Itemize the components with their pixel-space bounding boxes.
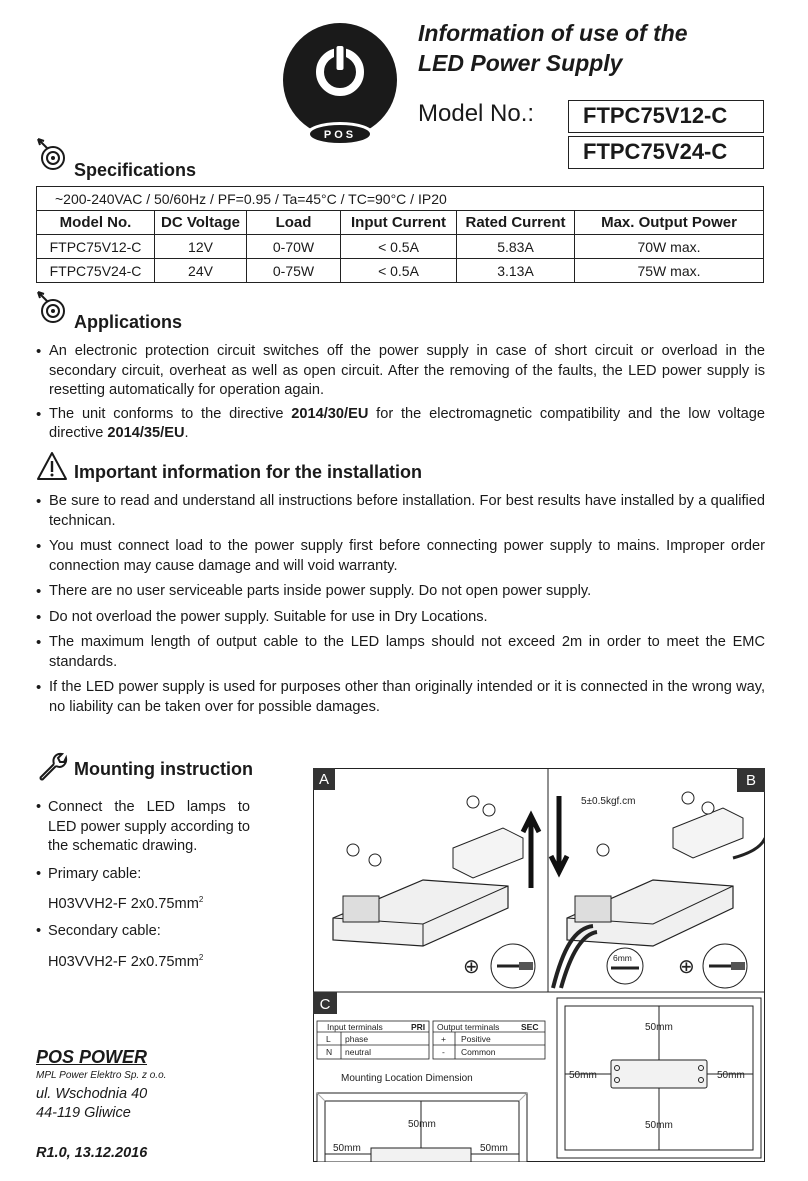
list-item: • If the LED power supply is used for purposes other than originally intended or it is connected in the wrong way, no liability can be taken over for possible damages. [36,678,765,717]
cell: 0-75W [247,259,341,283]
pos-logo [278,22,402,146]
company-name: POS POWER [36,1047,148,1067]
output-terminals-label: Output terminals [437,1022,500,1032]
superscript: 2 [198,952,204,962]
model-box-24v: FTPC75V24-C [568,136,764,169]
directive-emc: 2014/30/EU [291,405,369,422]
spec-header-row [37,211,764,235]
mounting-heading: Mounting instruction [74,759,253,779]
panel-a-label: A [318,771,330,788]
list-item: • Be sure to read and understand all instructions before installation. For best results have installed by a qualified technican. [36,492,765,531]
cell: < 0.5A [341,259,457,283]
text: for the electromagnetic compatibility and the low voltage directive [49,405,765,441]
company-subtitle: MPL Power Elektro Sp. z o.o. [36,1070,167,1081]
revision: R1.0, 13.12.2016 [36,1145,148,1161]
superscript: 2 [198,895,204,904]
spec-note-row [37,187,764,211]
table-row [37,259,764,283]
spec-table [36,186,764,283]
terminal-name: Common [461,1047,496,1057]
dim-bottom-right: 50mm [645,1120,673,1131]
col-rated-current: Rated Current [457,211,575,235]
applications-list [36,342,765,444]
dim-right-right: 50mm [717,1070,745,1081]
mounting-connect: • Connect the LED lamps to LED power supply according to the schematic drawing. [36,798,250,857]
title-line-2: LED Power Supply [418,50,623,76]
target-icon [34,290,68,324]
plus-icon: ⊕ [678,956,695,978]
list-item: • You must connect load to the power supply first before connecting power supply to mains. Improper order connection may cause damage and will void warranty. [36,537,765,576]
list-item: • There are no user serviceable parts inside power supply. Do not open power supply. [36,582,765,602]
model-box-12v: FTPC75V12-C [568,100,764,133]
list-item: • An electronic protection circuit switches off the power supply in case of short circuit or overload in the secondary circuit, overheat as well as open circuit. After the removing of the faults, the LED power supply is resetting automatically for operation again. [36,342,765,401]
terminal-name: Positive [461,1034,491,1044]
plus-icon: ⊕ [463,956,480,978]
page-title [418,18,688,78]
terminal-name: neutral [345,1047,371,1057]
list-item: • Do not overload the power supply. Suitable for use in Dry Locations. [36,608,765,628]
cell: FTPC75V24-C [37,259,155,283]
panel-c-label: C [319,996,331,1013]
terminal-symbol: - [442,1047,445,1057]
address-street: ul. Wschodnia 40 [36,1086,148,1102]
dim-left: 50mm [333,1143,361,1154]
cell: 12V [155,235,247,259]
output-terminals-code: SEC [521,1022,539,1032]
spec-note: ~200-240VAC / 50/60Hz / PF=0.95 / Ta=45°C / TC=90°C / IP20 [37,187,764,211]
list-item: • The maximum length of output cable to the LED lamps should not exceed 2m in order to meet the EMC standards. [36,633,765,672]
applications-heading: Applications [74,312,183,332]
terminal-symbol: N [326,1047,333,1057]
target-icon [34,137,68,171]
panel-b-label: B [745,772,757,789]
cell: 5.83A [457,235,575,259]
secondary-cable-value [36,948,250,972]
terminal-symbol: + [441,1034,446,1044]
dim-left-right: 50mm [569,1070,597,1081]
col-max-power: Max. Output Power [575,211,764,235]
terminal-name: phase [345,1034,369,1044]
model-label: Model No.: [418,100,535,127]
dim-top-right: 50mm [645,1022,673,1033]
terminal-symbol: L [326,1034,331,1044]
dim-top: 50mm [408,1119,436,1130]
cell: 3.13A [457,259,575,283]
dim-right: 50mm [480,1143,508,1154]
col-load: Load [247,211,341,235]
input-terminals-code: PRI [411,1022,426,1032]
list-item [36,405,765,444]
specifications-heading: Specifications [74,160,197,180]
table-row [37,235,764,259]
primary-cable-value [36,890,250,914]
company-address [36,1085,147,1123]
secondary-cable-label: • Secondary cable: [36,922,250,942]
logo-text: POS [323,129,357,141]
cell: 24V [155,259,247,283]
wire-strip-label: 6mm [613,953,632,963]
cell: 0-70W [247,235,341,259]
text: The unit conforms to the directive [49,405,292,422]
cell: 70W max. [575,235,764,259]
installation-heading: Important information for the installation [74,462,422,482]
directive-lvd: 2014/35/EU [107,425,185,441]
text: . [184,425,189,441]
wrench-icon [36,750,68,782]
address-city: 44-119 Gliwice [36,1105,131,1121]
col-model: Model No. [37,211,155,235]
cable-spec: H03VVH2-F 2x0.75mm [48,953,199,970]
mounting-text [36,798,250,972]
warning-icon [36,451,68,481]
cell: < 0.5A [341,235,457,259]
col-voltage: DC Voltage [155,211,247,235]
torque-label: 5±0.5kgf.cm [581,796,636,807]
mounting-diagram [313,768,765,1162]
installation-list [36,492,765,717]
cell: 75W max. [575,259,764,283]
cell: FTPC75V12-C [37,235,155,259]
primary-cable-label: • Primary cable: [36,865,250,885]
col-input-current: Input Current [341,211,457,235]
input-terminals-label: Input terminals [327,1022,383,1032]
title-line-1: Information of use of the [418,20,688,46]
mounting-location-label: Mounting Location Dimension [341,1073,473,1084]
cable-spec: H03VVH2-F 2x0.75mm [48,895,199,912]
